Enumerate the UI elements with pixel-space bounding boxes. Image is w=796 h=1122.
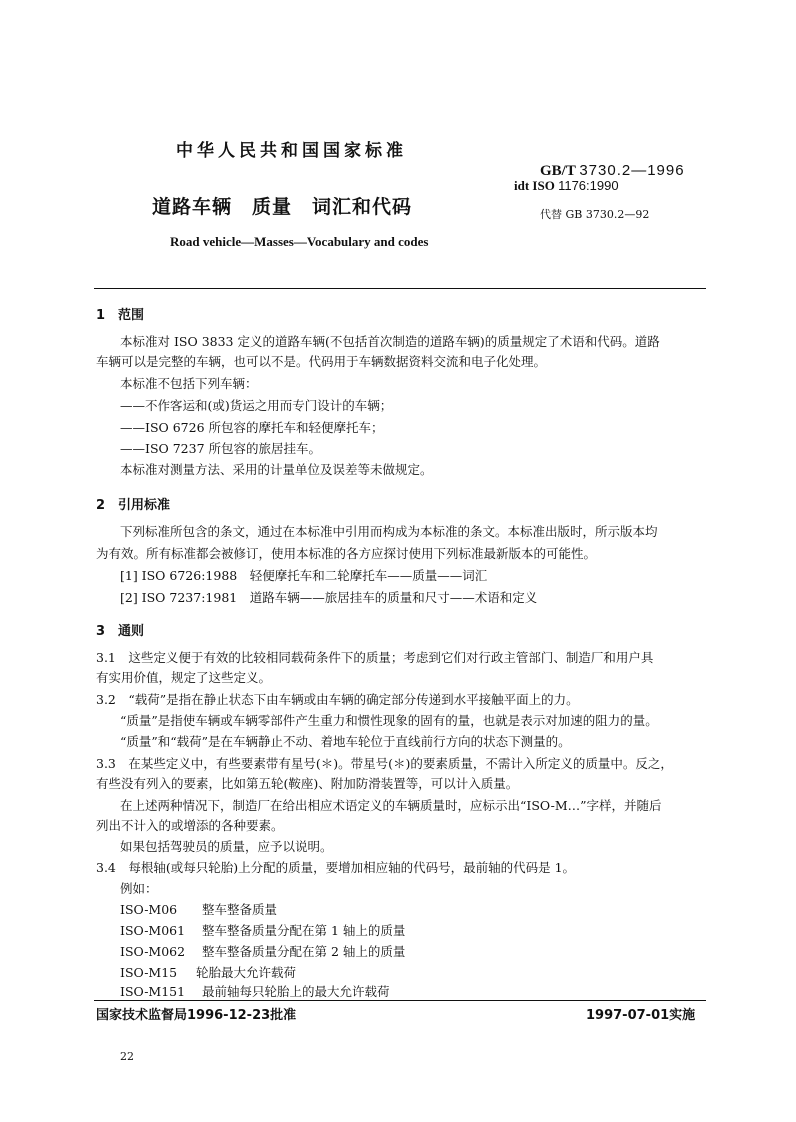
document-title-cn: 道路车辆 质量 词汇和代码 (152, 196, 413, 218)
section-number: 3 (96, 624, 106, 639)
scope-paragraph-2: 本标准不包括下列车辆： (120, 376, 258, 391)
reference-item-2: [2] ISO 7237:1981 道路车辆——旅居挂车的质量和尺寸——术语和定义 (120, 590, 538, 605)
idt-prefix: idt ISO (514, 178, 555, 193)
code-row (96, 982, 732, 1002)
section-2-heading (96, 494, 170, 513)
section-title: 范围 (118, 308, 145, 323)
idt-reference (514, 178, 619, 194)
clause-3-3b: 有些没有列入的要素，比如第五轮(鞍座)、附加防滑装置等，可以计入质量。 (96, 776, 519, 791)
example-label: 例如： (120, 881, 158, 896)
section-title: 引用标准 (118, 498, 171, 513)
section-number: 1 (96, 308, 106, 323)
clause-3-1a: 3.1 这些定义便于有效的比较相同载荷条件下的质量；考虑到它们对行政主管部门、制造厂和用户具 (96, 650, 654, 665)
code-term: ISO-M061 (120, 923, 186, 938)
header-divider (94, 288, 706, 289)
code-description: 整车整备质量 (202, 902, 278, 917)
idt-code: 1176:1990 (558, 178, 619, 193)
code-row (96, 942, 732, 962)
page-number: 22 (120, 1050, 134, 1063)
standard-prefix: GB/T (540, 163, 576, 179)
section-1-heading (96, 304, 144, 323)
code-row (96, 900, 732, 920)
clause-3-3a: 3.3 在某些定义中，有些要素带有星号(＊)。带星号(＊)的要素质量，不需计入所定义的质量中。反之， (96, 756, 673, 771)
replaces-note: 代替 GB 3730.2—92 (540, 208, 650, 221)
clause-3-3d: 列出不计入的或增添的各种要素。 (96, 818, 284, 833)
code-term: ISO-M151 (120, 984, 186, 999)
national-standard-heading: 中华人民共和国国家标准 (176, 141, 407, 161)
scope-paragraph-1a: 本标准对 ISO 3833 定义的道路车辆(不包括首次制造的道路车辆)的质量规定了术语和代码。道路 (120, 334, 660, 349)
code-description: 轮胎最大允许载荷 (196, 965, 297, 980)
scope-paragraph-3: 本标准对测量方法、采用的计量单位及误差等未做规定。 (120, 462, 433, 477)
clause-3-2b: “质量”是指使车辆或车辆零部件产生重力和惯性现象的固有的量，也就是表示对加速的阻力的量。 (120, 713, 658, 728)
references-paragraph-1b: 为有效。所有标准都会被修订，使用本标准的各方应探讨使用下列标准最新版本的可能性。 (96, 546, 597, 561)
clause-3-2a: 3.2 “载荷”是指在静止状态下由车辆或由车辆的确定部分传递到水平接触平面上的力。 (96, 692, 579, 707)
scope-item-2: ——ISO 6726 所包容的摩托车和轻便摩托车； (120, 420, 384, 435)
clause-3-1b: 有实用价值，规定了这些定义。 (96, 670, 272, 685)
scope-item-3: ——ISO 7237 所包容的旅居挂车。 (120, 441, 322, 456)
code-description: 整车整备质量分配在第 2 轴上的质量 (202, 944, 406, 959)
effective-date: 1997-07-01实施 (586, 1008, 696, 1023)
footer-divider (94, 1000, 706, 1001)
references-paragraph-1a: 下列标准所包含的条文，通过在本标准中引用而构成为本标准的条文。本标准出版时，所示版本均 (120, 524, 658, 539)
reference-item-1: [1] ISO 6726:1988 轻便摩托车和二轮摩托车——质量——词汇 (120, 568, 488, 583)
document-title-en: Road vehicle—Masses—Vocabulary and codes (170, 234, 429, 249)
standard-code: 3730.2—1996 (579, 162, 685, 179)
code-description: 最前轴每只轮胎上的最大允许载荷 (202, 984, 390, 999)
clause-3-2c: “质量”和“载荷”是在车辆静止不动、着地车轮位于直线前行方向的状态下测量的。 (120, 734, 571, 749)
section-number: 2 (96, 498, 106, 513)
clause-3-3c: 在上述两种情况下，制造厂在给出相应术语定义的车辆质量时，应标示出“ISO-M…”字样，并随后 (120, 798, 662, 813)
clause-3-4: 3.4 每根轴(或每只轮胎)上分配的质量，要增加相应轴的代码号，最前轴的代码是 1。 (96, 860, 576, 875)
code-description: 整车整备质量分配在第 1 轴上的质量 (202, 923, 406, 938)
code-row (96, 921, 732, 941)
clause-3-3e: 如果包括驾驶员的质量，应予以说明。 (120, 839, 333, 854)
code-term: ISO-M06 (120, 902, 178, 917)
scope-item-1: ——不作客运和(或)货运之用而专门设计的车辆； (120, 398, 393, 413)
section-title: 通则 (118, 624, 145, 639)
approval-date: 国家技术监督局1996-12-23批准 (96, 1008, 297, 1023)
code-term: ISO-M15 (120, 965, 178, 980)
scope-paragraph-1b: 车辆可以是完整的车辆，也可以不是。代码用于车辆数据资料交流和电子化处理。 (96, 354, 547, 369)
section-3-heading (96, 620, 144, 639)
code-term: ISO-M062 (120, 944, 186, 959)
code-row (96, 963, 732, 983)
